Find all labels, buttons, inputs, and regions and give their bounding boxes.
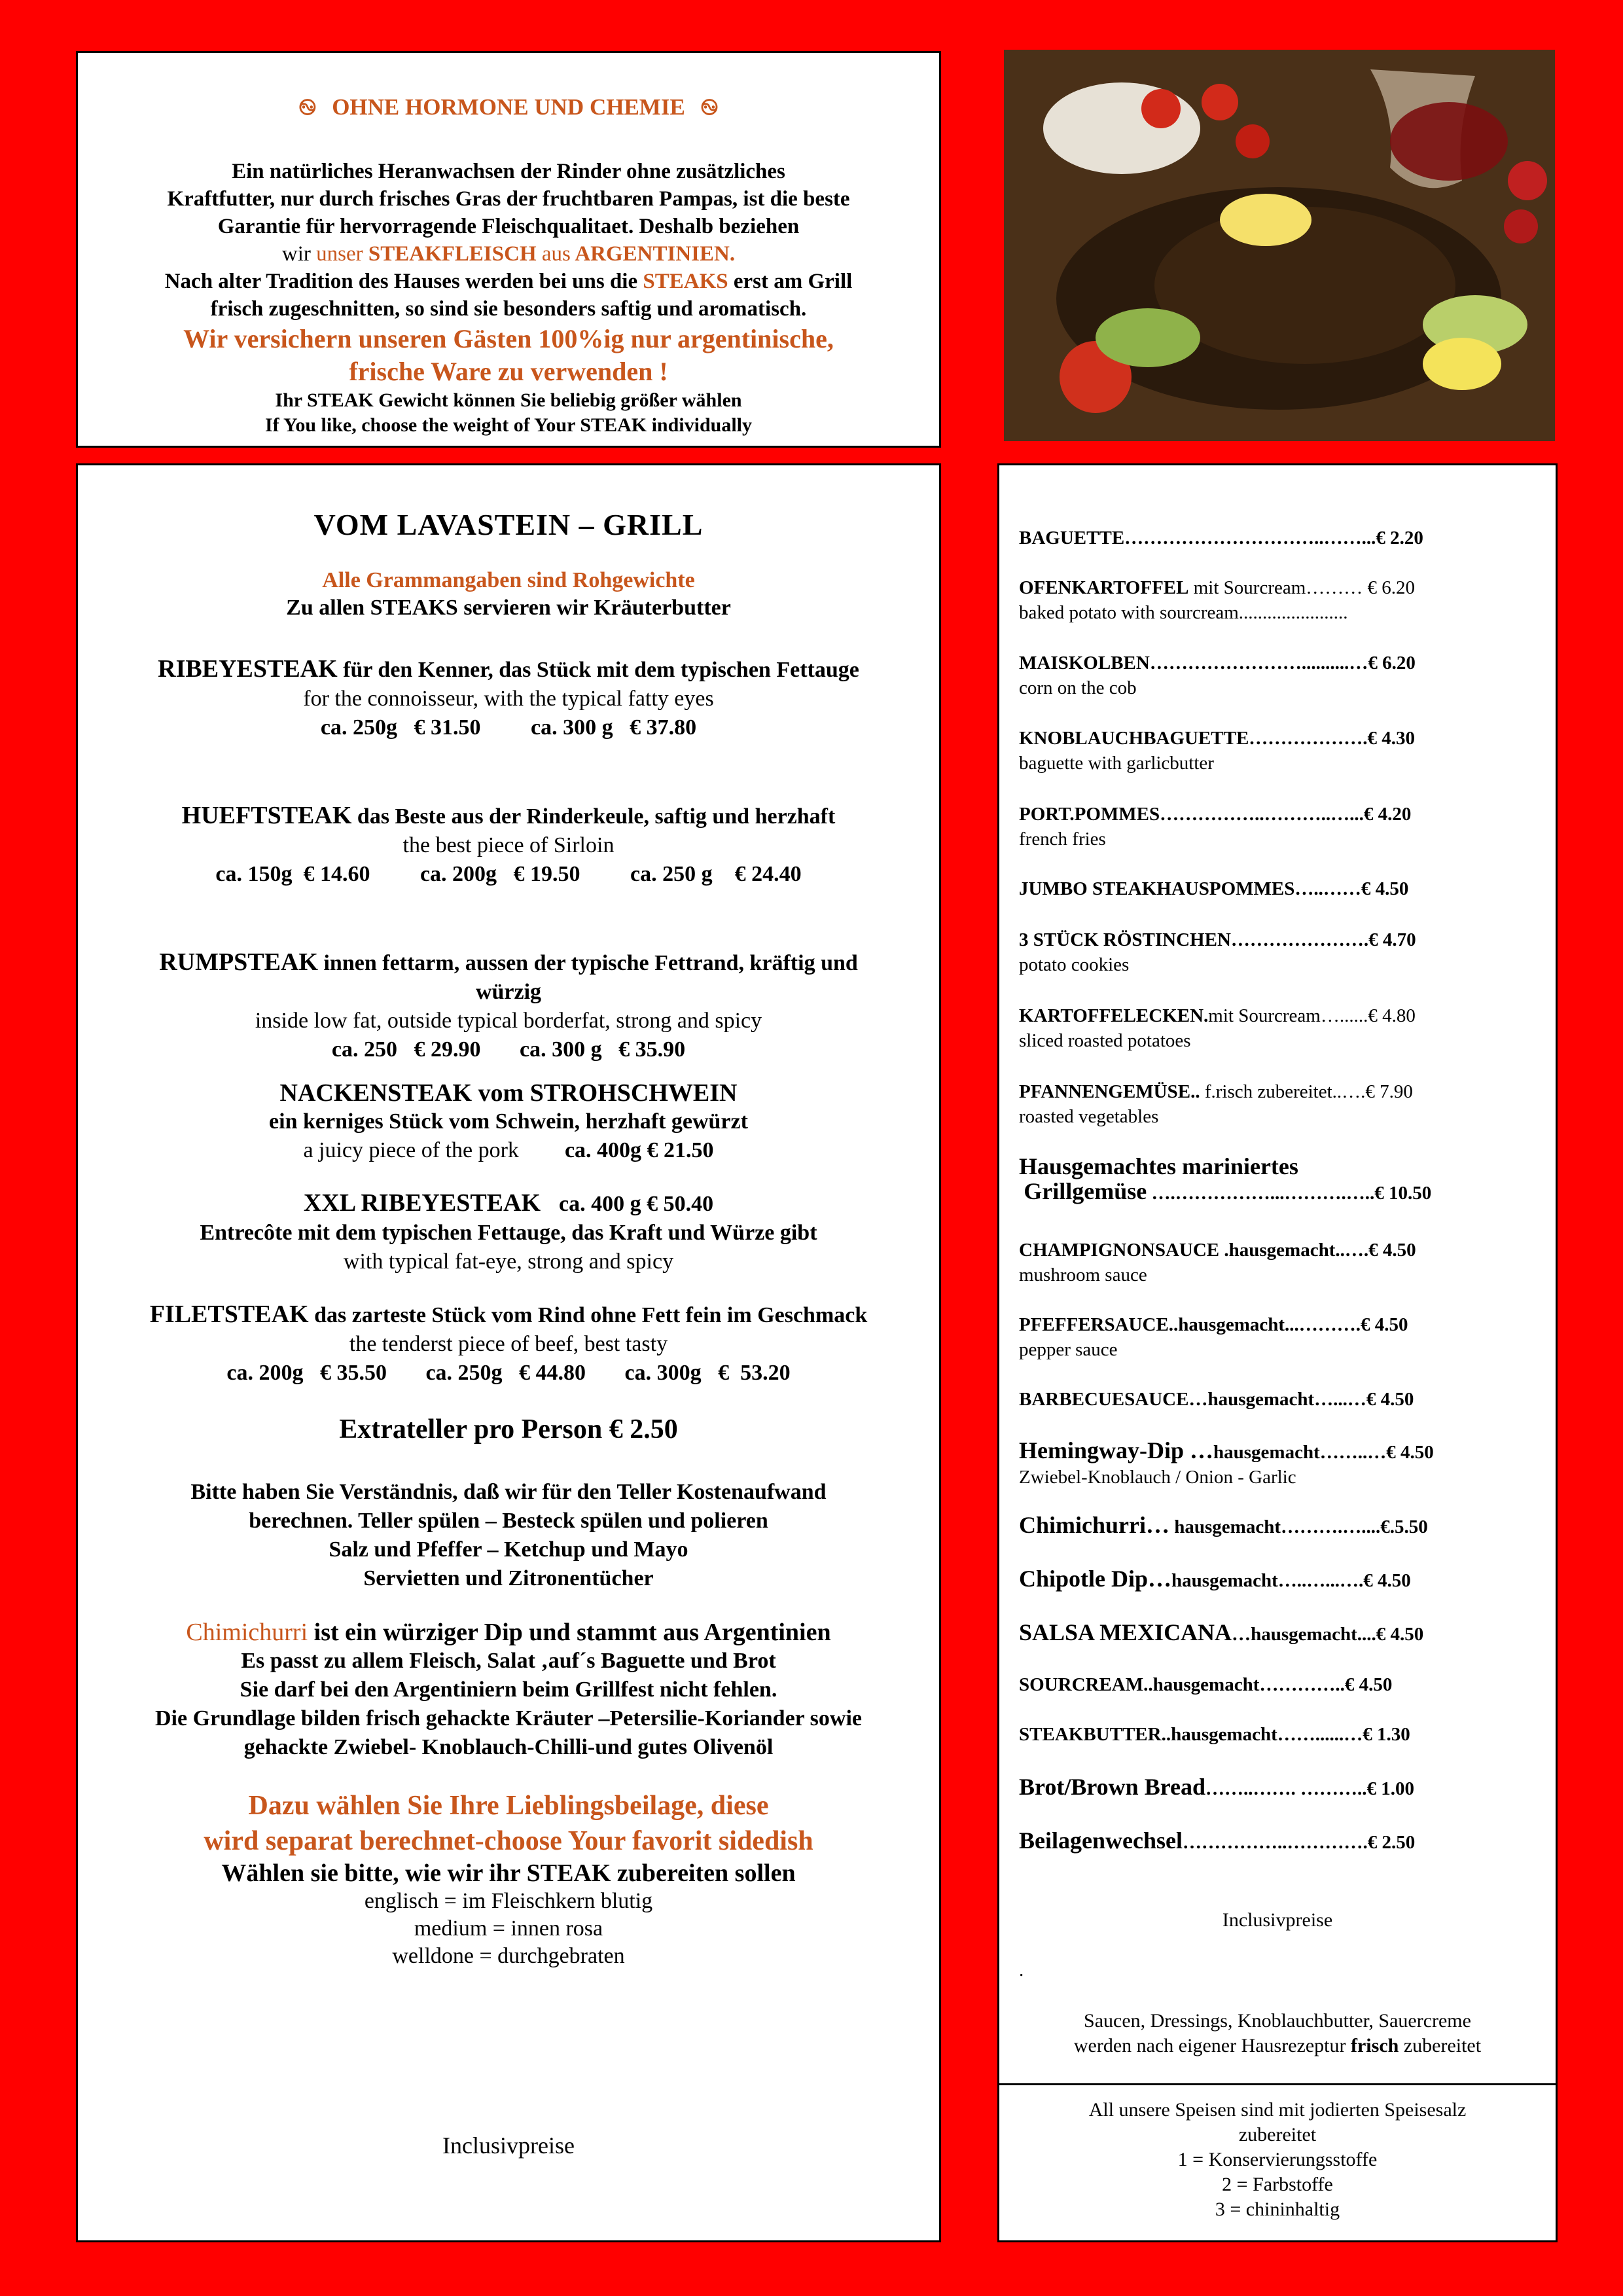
intro-header-text: OHNE HORMONE UND CHEMIE [332,94,685,120]
house-recipe-line: zubereitet [1399,2035,1482,2056]
sauce-price: ..hausgemacht...……….€ 4.50 [1168,1314,1408,1335]
side-name: OFENKARTOFFEL [1019,577,1189,598]
intro-text: STEAKFLEISCH [368,242,537,266]
doneness-rare: englisch = im Fleischkern blutig [364,1889,653,1913]
side-en: french fries [1019,829,1106,850]
grill-inclusive-prices: Inclusivpreise [442,2132,575,2159]
xxl-ribeye-item [78,1189,939,1276]
intro-line [78,268,939,295]
rumpsteak-desc: innen fettarm, aussen der typische Fettrand, kräftig und [323,951,858,975]
side-item [1019,526,1543,550]
side-price: f.risch zubereitet..….€ 7.90 [1200,1081,1413,1102]
ribeye-en: for the connoisseur, with the typical fatty eyes [303,687,714,711]
sauce-item [1019,1387,1543,1412]
side-name: Hausgemachtes mariniertes [1019,1153,1298,1179]
side-item [1019,802,1543,852]
intro-text: aus [541,242,571,266]
weight-note-de: Ihr STEAK Gewicht können Sie beliebig größer wählen [275,389,742,411]
side-name: KARTOFFELECKEN. [1019,1005,1209,1026]
ribeye-prices: ca. 250g € 31.50 ca. 300 g € 37.80 [320,715,697,740]
intro-header [78,82,939,145]
rumpsteak-desc-2: würzig [475,980,542,1004]
sauce-en: Zwiebel-Knoblauch / Onion - Garlic [1019,1467,1296,1488]
rumpsteak-item [78,948,939,1064]
sauce-en: pepper sauce [1019,1339,1118,1360]
sidedish-line: Dazu wählen Sie Ihre Lieblingsbeilage, diese [248,1791,769,1821]
guarantee-line: Wir versichern unseren Gästen 100%ig nur argentinische, [183,324,834,353]
side-en: baguette with garlicbutter [1019,753,1214,774]
intro-text: unser [316,242,363,266]
nackensteak-desc: ein kerniges Stück vom Schwein, herzhaft gewürzt [269,1109,748,1134]
side-en: roasted vegetables [1019,1106,1159,1127]
ornament-left-icon: ࿊ [298,96,317,120]
chimichurri-info [78,1618,939,1762]
side-price: ……………………..........…€ 6.20 [1149,653,1416,673]
bread-name: Brot/Brown Bread [1019,1774,1206,1800]
raw-weight-note: Alle Grammangaben sind Rohgewichte [322,568,695,592]
sauce-name: Hemingway-Dip … [1019,1437,1213,1463]
chimichurri-line: gehackte Zwiebel- Knoblauch-Chilli-und gutes Olivenöl [243,1735,774,1759]
additives-line: zubereitet [1238,2124,1317,2145]
hueftsteak-item [78,801,939,889]
sauce-item [1019,1238,1543,1287]
sauce-name: SOURCREAM [1019,1674,1144,1695]
side-item [1019,1003,1543,1053]
hueftsteak-desc: das Beste aus der Rinderkeule, saftig und herzhaft [357,804,836,829]
guarantee-statement [78,323,939,388]
additive-2: 2 = Farbstoffe [1222,2174,1333,2195]
chimichurri-word: Chimichurri [186,1619,308,1646]
side-price: ………………….€ 4.70 [1230,929,1416,950]
doneness-medium: medium = innen rosa [414,1916,603,1941]
intro-panel [76,51,941,448]
sauce-price: hausgemacht…..…...….€ 4.50 [1171,1570,1411,1591]
intro-text: ARGENTINIEN. [575,242,736,266]
side-price: ……€ 4.50 [1323,878,1409,899]
side-name: MAISKOLBEN [1019,653,1150,673]
house-recipe-fresh: frisch [1351,2035,1399,2056]
intro-text: wir [281,242,311,266]
side-swap-price: ……………..………….€ 2.50 [1182,1832,1416,1853]
sidedish-note [78,1788,939,1859]
side-name: 3 STÜCK RÖSTINCHEN [1019,929,1231,950]
side-item [1019,575,1543,625]
sauce-price: …hausgemacht....€ 4.50 [1232,1624,1424,1645]
side-en: baked potato with sourcream....................... [1019,602,1348,623]
chimichurri-headline: ist ein würziger Dip und stammt aus Argentinien [313,1619,831,1646]
sauce-name: PFEFFERSAUCE [1019,1314,1169,1335]
chimichurri-line: Sie darf bei den Argentiniern beim Grillfest nicht fehlen. [240,1677,777,1702]
side-item [1019,876,1543,901]
filetsteak-name: FILETSTEAK [149,1300,309,1328]
nackensteak-item [78,1079,939,1165]
side-name: KNOBLAUCHBAGUETTE [1019,728,1249,749]
nackensteak-en: a juicy piece of the pork [303,1138,519,1162]
rumpsteak-name: RUMPSTEAK [159,948,318,976]
grill-panel [76,463,941,2242]
sauce-price: ..hausgemacht……......…€ 1.30 [1161,1724,1410,1745]
additives-footer [999,2098,1556,2222]
side-en: sliced roasted potatoes [1019,1030,1191,1051]
sauce-item [1019,1438,1543,1490]
note-line: Bitte haben Sie Verständnis, daß wir für den Teller Kostenaufwand [190,1480,827,1504]
herb-butter-note: Zu allen STEAKS servieren wir Kräuterbutter [286,596,731,620]
plate-charge-notes [78,1478,939,1593]
side-name: PFANNENGEMÜSE.. [1019,1081,1200,1102]
sauce-en: mushroom sauce [1019,1265,1147,1285]
chimichurri-line: Es passt zu allem Fleisch, Salat ‚auf´s Baguette und Brot [241,1649,776,1673]
additive-3: 3 = chininhaltig [1215,2198,1340,2220]
sauce-price: …hausgemacht…...…€ 4.50 [1188,1389,1414,1410]
chimichurri-line: Die Grundlage bilden frisch gehackte Kräuter –Petersilie-Koriander sowie [155,1706,862,1731]
sauce-item [1019,1672,1543,1697]
intro-line: frisch zugeschnitten, so sind sie besonders saftig und aromatisch. [210,297,807,321]
side-en: potato cookies [1019,954,1130,975]
side-price: mit Sourcream…......€ 4.80 [1208,1005,1416,1026]
sauce-name: SALSA MEXICANA [1019,1619,1232,1645]
sides-divider [999,2083,1556,2085]
sauce-name: CHAMPIGNONSAUCE [1019,1240,1220,1261]
weight-note [78,388,939,438]
steak-photo [1004,50,1555,441]
nackensteak-name: NACKENSTEAK vom STROHSCHWEIN [279,1079,738,1107]
sauce-name: Chimichurri… [1019,1512,1169,1538]
filetsteak-item [78,1300,939,1388]
sauce-item [1019,1513,1543,1539]
ribeye-item [78,655,939,742]
house-recipe-line: werden nach eigener Hausrezeptur [1073,2035,1346,2056]
house-recipe-line: Saucen, Dressings, Knoblauchbutter, Sauercreme [1084,2010,1471,2032]
additive-1: 1 = Konservierungsstoffe [1177,2149,1378,2170]
extra-plate-charge: Extrateller pro Person € 2.50 [339,1414,678,1444]
hueftsteak-en: the best piece of Sirloin [402,833,615,857]
steak-photo-illustration [1004,50,1555,441]
side-price: …………………………..……...€ 2.20 [1124,528,1423,548]
sauce-item [1019,1722,1543,1747]
side-name: BAGUETTE [1019,528,1125,548]
sides-panel [997,463,1558,2242]
filetsteak-en: the tenderst piece of beef, best tasty [349,1332,668,1356]
sauce-name: STEAKBUTTER [1019,1724,1162,1745]
sauce-price: .hausgemacht..….€ 4.50 [1219,1240,1416,1261]
side-en: corn on the cob [1019,677,1137,698]
intro-line: Kraftfutter, nur durch frisches Gras der fruchtbaren Pampas, ist die beste [167,187,850,211]
ribeye-desc: für den Kenner, das Stück mit dem typischen Fettauge [343,658,859,682]
intro-text: Nach alter Tradition des Hauses werden bei uns die [164,270,638,293]
side-price: ……………..………..…...€ 4.20 [1160,804,1412,825]
sidedish-line: wird separat berechnet-choose Your favorit sidedish [204,1826,813,1856]
doneness-list [78,1888,939,1970]
side-swap-item [1019,1828,1543,1855]
hueftsteak-prices: ca. 150g € 14.60 ca. 200g € 19.50 ca. 250 g € 24.40 [215,862,802,886]
ornament-right-icon: ࿊ [700,96,719,120]
side-price: ….……………...……….…..€ 10.50 [1147,1183,1432,1204]
house-recipe-note [999,2009,1556,2058]
guarantee-line: frische Ware zu verwenden ! [349,357,668,386]
weight-note-en: If You like, choose the weight of Your STEAK individually [264,414,752,436]
note-line: berechnen. Teller spülen – Besteck spülen und polieren [249,1509,768,1533]
rumpsteak-en: inside low fat, outside typical borderfat, strong and spicy [255,1009,762,1033]
side-price: mit Sourcream……… € 6.20 [1188,577,1416,598]
xxl-ribeye-name: XXL RIBEYESTEAK [303,1189,541,1217]
rumpsteak-prices: ca. 250 € 29.90 ca. 300 g € 35.90 [331,1037,686,1062]
intro-text: erst am Grill [733,270,853,293]
intro-text: STEAKS [643,270,728,293]
sauce-price: ..hausgemacht…………..€ 4.50 [1143,1674,1393,1695]
sauce-price: hausgemacht……..…€ 4.50 [1213,1442,1434,1463]
hueftsteak-name: HUEFTSTEAK [181,802,352,829]
side-name: Grillgemüse [1024,1178,1147,1204]
ribeye-name: RIBEYESTEAK [158,655,338,683]
side-name: PORT.POMMES [1019,804,1160,825]
side-item [1019,651,1543,700]
side-item [1019,726,1543,776]
side-item-grillgemuese [1019,1154,1543,1206]
filetsteak-prices: ca. 200g € 35.50 ca. 250g € 44.80 ca. 300g € 53.20 [226,1361,791,1385]
bread-price: ……..……. ………..€ 1.00 [1205,1778,1415,1799]
intro-line [78,240,939,268]
stray-dot: . [1019,1960,1024,1981]
side-item [1019,1079,1543,1129]
doneness-welldone: welldone = durchgebraten [392,1944,625,1968]
xxl-ribeye-desc: Entrecôte mit dem typischen Fettauge, das Kraft und Würze gibt [200,1221,817,1245]
xxl-ribeye-price: ca. 400 g € 50.40 [559,1192,714,1216]
bread-item [1019,1774,1543,1801]
sauce-item [1019,1566,1543,1593]
sauce-item [1019,1312,1543,1362]
nackensteak-price: ca. 400g € 21.50 [564,1138,714,1162]
note-line: Salz und Pfeffer – Ketchup und Mayo [329,1537,688,1562]
filetsteak-desc: das zarteste Stück vom Rind ohne Fett fein im Geschmack [314,1303,868,1327]
grill-title: VOM LAVASTEIN – GRILL [313,508,704,541]
sauce-name: BARBECUESAUCE [1019,1389,1189,1410]
sauce-name: Chipotle Dip… [1019,1566,1172,1592]
intro-line: Garantie für hervorragende Fleischqualitaet. Deshalb beziehen [217,215,800,238]
doneness-heading: Wählen sie bitte, wie wir ihr STEAK zubereiten sollen [221,1859,796,1887]
note-line: Servietten und Zitronentücher [363,1566,654,1590]
sides-inclusive-prices: Inclusivpreise [1222,1909,1333,1931]
side-name: JUMBO STEAKHAUSPOMMES….. [1019,878,1323,899]
side-swap-name: Beilagenwechsel [1019,1827,1183,1854]
sauce-item [1019,1620,1543,1647]
side-price: ……………….€ 4.30 [1249,728,1416,749]
sauce-price: hausgemacht……….…....€.5.50 [1169,1516,1428,1537]
side-item [1019,927,1543,977]
xxl-ribeye-en: with typical fat-eye, strong and spicy [343,1249,674,1274]
intro-line: Ein natürliches Heranwachsen der Rinder ohne zusätzliches [232,160,785,183]
additives-line: All unsere Speisen sind mit jodierten Speisesalz [1088,2099,1467,2121]
intro-paragraph [78,158,939,323]
